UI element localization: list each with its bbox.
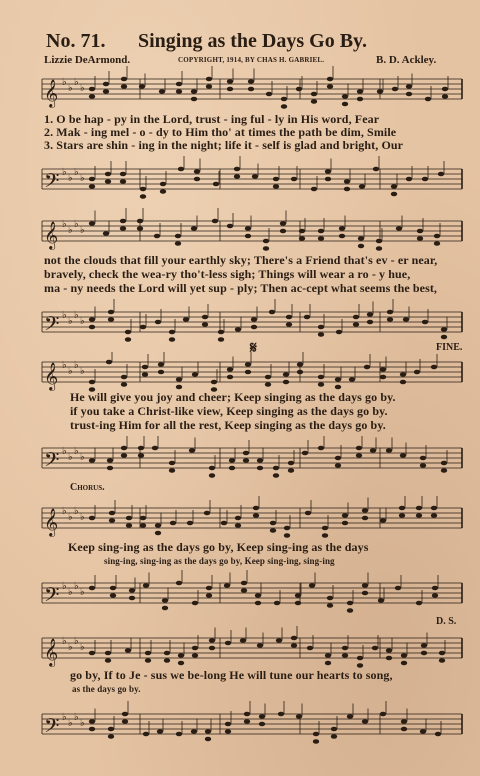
svg-text:♭: ♭ [62, 219, 67, 230]
ds-mark: D. S. [436, 616, 457, 627]
svg-text:♭: ♭ [80, 718, 85, 729]
svg-text:𝄢: 𝄢 [44, 714, 60, 742]
treble-staff-2 [0, 208, 480, 254]
svg-text:♭: ♭ [74, 636, 79, 647]
svg-text:♭: ♭ [62, 77, 67, 88]
svg-text:♭: ♭ [62, 310, 67, 321]
bass-staff-5 [0, 694, 480, 754]
segno-mark: 𝄋 [250, 340, 257, 357]
svg-text:♭: ♭ [74, 712, 79, 723]
svg-text:♭: ♭ [68, 366, 73, 377]
hymn-number: No. 71. [46, 30, 106, 52]
lyric-s1-v2: 2. Mak - ing mel - o - dy to Him tho' at times the path be dim, Smile [44, 125, 397, 139]
svg-text:♭: ♭ [74, 506, 79, 517]
lyric-s5-bass: as the days go by. [72, 684, 141, 694]
chorus-lyric: Keep sing-ing as the days go by, Keep sing-ing as the days [68, 540, 369, 554]
svg-text:𝄢: 𝄢 [44, 583, 60, 611]
svg-text:♭: ♭ [80, 225, 85, 236]
svg-text:𝄢: 𝄢 [44, 169, 60, 197]
fine-mark: FINE. [436, 342, 463, 353]
svg-text:𝄞: 𝄞 [44, 221, 59, 249]
lyric-s2-v2: bravely, check the wea-ry tho't-less sigh; Things will wear a ro - y hue, [44, 267, 411, 281]
treble-staff-1 [0, 66, 480, 112]
svg-text:𝄞: 𝄞 [44, 638, 59, 666]
svg-text:♭: ♭ [62, 712, 67, 723]
svg-text:♭: ♭ [68, 452, 73, 463]
composer: B. D. Ackley. [376, 54, 437, 66]
lyricist: Lizzie DeArmond. [44, 54, 131, 66]
svg-text:♭: ♭ [74, 77, 79, 88]
lyric-s2-v1: not the clouds that fill your earthly sky; There's a Friend that's ev - er near, [44, 253, 438, 267]
svg-text:♭: ♭ [68, 225, 73, 236]
bass-staff-4 [0, 568, 480, 618]
svg-text:♭: ♭ [68, 173, 73, 184]
chorus-lyric-bass: sing-ing, sing-ing as the days go by, Keep sing-ing, sing-ing [104, 556, 335, 566]
svg-text:♭: ♭ [80, 642, 85, 653]
copyright-notice: COPYRIGHT, 1914, BY CHAS H. GABRIEL. [178, 56, 325, 64]
svg-text:𝄢: 𝄢 [44, 312, 60, 340]
bass-staff-1 [0, 156, 480, 202]
lyric-s1-v1: 1. O be hap - py in the Lord, trust - ing ful - ly in His word, Fear [44, 112, 380, 126]
bass-staff-3 [0, 436, 480, 480]
lyric-s5: go by, If to Je - sus we be-long He will tune our hearts to song, [70, 668, 393, 682]
svg-text:♭: ♭ [62, 446, 67, 457]
svg-text:♭: ♭ [74, 167, 79, 178]
svg-text:♭: ♭ [80, 83, 85, 94]
svg-text:♭: ♭ [80, 316, 85, 327]
svg-text:♭: ♭ [62, 167, 67, 178]
svg-text:♭: ♭ [74, 310, 79, 321]
svg-text:♭: ♭ [74, 446, 79, 457]
svg-text:♭: ♭ [68, 587, 73, 598]
svg-text:𝄞: 𝄞 [44, 79, 59, 107]
lyric-s3-v2: if you take a Christ-like view, Keep singing as the days go by. [70, 404, 388, 418]
svg-text:♭: ♭ [68, 316, 73, 327]
svg-text:𝄞: 𝄞 [44, 362, 59, 390]
svg-text:♭: ♭ [80, 366, 85, 377]
svg-text:♭: ♭ [80, 173, 85, 184]
lyric-s3-v3: trust-ing Him for all the rest, Keep singing as the days go by. [70, 418, 386, 432]
svg-text:♭: ♭ [62, 636, 67, 647]
lyric-s1-v3: 3. Stars are shin - ing in the night; life it - self is glad and bright, Our [44, 138, 404, 152]
svg-text:♭: ♭ [62, 506, 67, 517]
svg-text:♭: ♭ [62, 581, 67, 592]
svg-text:𝄞: 𝄞 [44, 508, 59, 536]
svg-text:♭: ♭ [68, 83, 73, 94]
chorus-label: Chorus. [70, 482, 105, 493]
svg-text:♭: ♭ [74, 219, 79, 230]
lyric-s3-v1: He will give you joy and cheer; Keep singing as the days go by. [70, 390, 396, 404]
svg-text:♭: ♭ [62, 360, 67, 371]
treble-staff-5 [0, 626, 480, 670]
svg-text:♭: ♭ [80, 587, 85, 598]
svg-text:♭: ♭ [68, 642, 73, 653]
svg-text:𝄢: 𝄢 [44, 448, 60, 476]
svg-text:♭: ♭ [74, 581, 79, 592]
lyric-s2-v3: ma - ny needs the Lord will yet sup - ply; Then ac-cept what seems the best, [44, 281, 438, 295]
treble-staff-4 [0, 496, 480, 540]
bass-staff-2 [0, 296, 480, 348]
svg-text:♭: ♭ [80, 512, 85, 523]
hymn-title: Singing as the Days Go By. [138, 30, 367, 52]
svg-text:♭: ♭ [80, 452, 85, 463]
svg-text:♭: ♭ [68, 512, 73, 523]
svg-text:♭: ♭ [68, 718, 73, 729]
svg-text:♭: ♭ [74, 360, 79, 371]
treble-staff-3 [0, 352, 480, 392]
